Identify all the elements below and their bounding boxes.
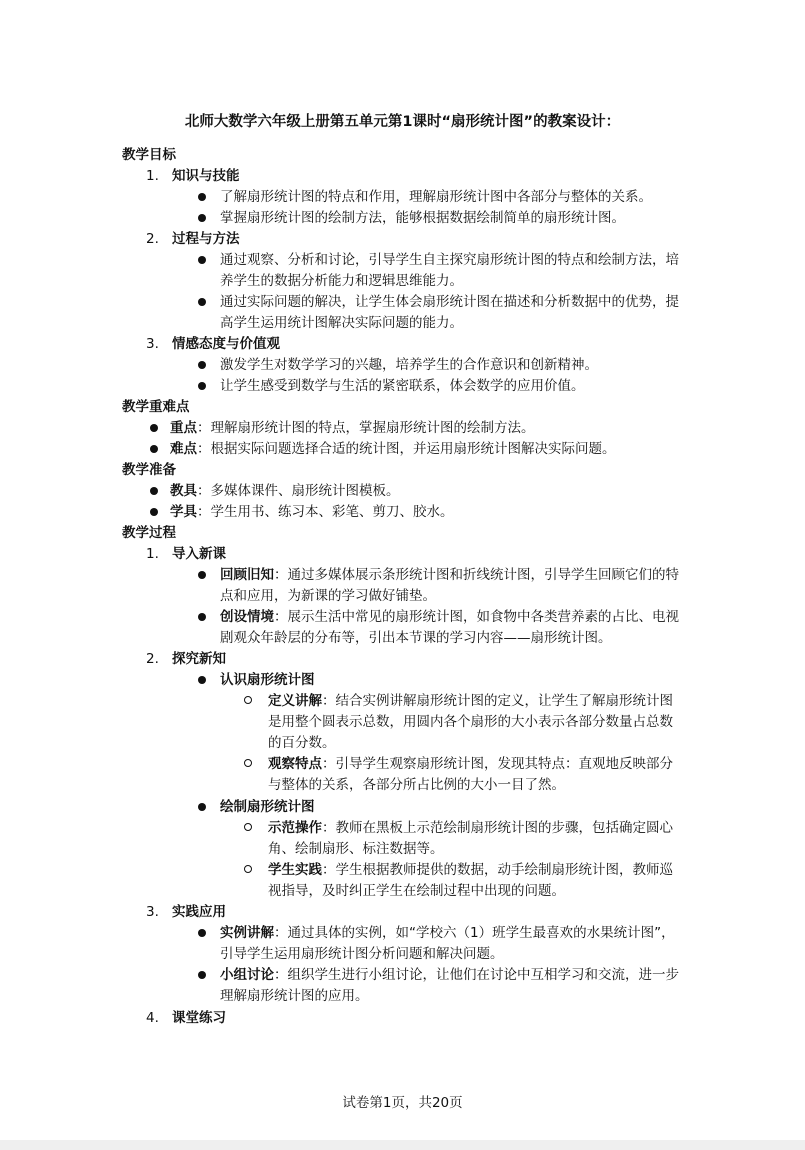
item-text: ：学生用书、练习本、彩笔、剪刀、胶水。 xyxy=(197,504,454,520)
item-text: ：通过具体的实例，如“学校六（1）班学生最喜欢的水果统计图”，引导学生运用扇形统计图分析问题和解决问题。 xyxy=(220,925,675,962)
list-label: 导入新课 xyxy=(172,546,226,562)
item-label: 重点 xyxy=(170,420,197,436)
bullet-circle xyxy=(244,759,252,767)
item-label: 定义讲解 xyxy=(268,693,322,709)
list-item: 通过实际问题的解决，让学生体会扇形统计图在描述和分析数据中的优势，提高学生运用统计图解决实际问题的能力。 xyxy=(220,294,679,331)
bullet-dot xyxy=(150,445,158,453)
list-number: 2. xyxy=(146,231,159,247)
list-item: 通过观察、分析和讨论，引导学生自主探究扇形统计图的特点和绘制方法，培养学生的数据分析能力和逻辑思维能力。 xyxy=(220,252,679,289)
item-label: 回顾旧知 xyxy=(220,567,274,583)
item-label: 小组讨论 xyxy=(220,967,274,983)
list-number: 4. xyxy=(146,1010,159,1026)
bullet-dot xyxy=(198,571,206,579)
item-label: 创设情境 xyxy=(220,609,274,625)
document-title: 北师大数学六年级上册第五单元第1课时“扇形统计图”的教案设计： xyxy=(184,114,621,130)
bullet-dot xyxy=(198,298,206,306)
bullet-dot xyxy=(198,382,206,390)
item-text: ：展示生活中常见的扇形统计图，如食物中各类营养素的占比、电视剧观众年龄层的分布等，引出本节课的学习内容——扇形统计图。 xyxy=(220,609,679,646)
bullet-dot xyxy=(150,487,158,495)
section-heading-key-points: 教学重难点 xyxy=(122,399,190,415)
list-label: 知识与技能 xyxy=(172,168,240,184)
item-text: ：教师在黑板上示范绘制扇形统计图的步骤，包括确定圆心角、绘制扇形、标注数据等。 xyxy=(268,820,673,857)
bullet-dot xyxy=(198,676,206,684)
list-item: 认识扇形统计图 xyxy=(220,672,315,688)
bullet-dot xyxy=(198,361,206,369)
list-number: 2. xyxy=(146,651,159,667)
item-text: ：多媒体课件、扇形统计图模板。 xyxy=(197,483,400,499)
section-heading-objectives: 教学目标 xyxy=(122,147,176,163)
list-label: 情感态度与价值观 xyxy=(172,336,280,352)
list-item xyxy=(268,754,683,796)
list-item xyxy=(268,691,683,754)
list-item: 激发学生对数学学习的兴趣，培养学生的合作意识和创新精神。 xyxy=(220,357,598,373)
bullet-dot xyxy=(150,424,158,432)
bullet-circle xyxy=(244,865,252,873)
list-item xyxy=(170,439,670,460)
item-text: ：组织学生进行小组讨论，让他们在讨论中互相学习和交流，进一步理解扇形统计图的应用。 xyxy=(220,967,679,1004)
bullet-dot xyxy=(198,929,206,937)
list-item xyxy=(268,860,683,902)
list-number: 3. xyxy=(146,336,159,352)
item-text: ：根据实际问题选择合适的统计图，并运用扇形统计图解决实际问题。 xyxy=(197,441,616,457)
list-item xyxy=(220,565,682,607)
item-label: 实例讲解 xyxy=(220,925,274,941)
item-label: 教具 xyxy=(170,483,197,499)
item-label: 学具 xyxy=(170,504,197,520)
bullet-circle xyxy=(244,696,252,704)
item-label: 学生实践 xyxy=(268,862,322,878)
item-label: 示范操作 xyxy=(268,820,322,836)
page-footer: 试卷第1页，共20页 xyxy=(342,1095,463,1111)
list-item: 了解扇形统计图的特点和作用，理解扇形统计图中各部分与整体的关系。 xyxy=(220,189,652,205)
item-text: ：理解扇形统计图的特点，掌握扇形统计图的绘制方法。 xyxy=(197,420,535,436)
list-number: 3. xyxy=(146,904,159,920)
list-item: 绘制扇形统计图 xyxy=(220,799,315,815)
item-text: ：结合实例讲解扇形统计图的定义，让学生了解扇形统计图是用整个圆表示总数，用圆内各个扇形的大小表示各部分数量占总数的百分数。 xyxy=(268,693,673,751)
list-item xyxy=(220,965,682,1007)
list-item xyxy=(220,607,682,649)
list-label: 探究新知 xyxy=(172,651,226,667)
bullet-dot xyxy=(198,256,206,264)
bullet-dot xyxy=(198,803,206,811)
item-text: ：引导学生观察扇形统计图，发现其特点：直观地反映部分与整体的关系，各部分所占比例的大小一目了然。 xyxy=(268,756,673,793)
bullet-dot xyxy=(198,971,206,979)
list-number: 1. xyxy=(146,546,159,562)
list-item: 让学生感受到数学与生活的紧密联系，体会数学的应用价值。 xyxy=(220,378,585,394)
item-label: 难点 xyxy=(170,441,197,457)
list-item xyxy=(170,502,670,523)
item-text: ：学生根据教师提供的数据，动手绘制扇形统计图，教师巡视指导，及时纠正学生在绘制过程中出现的问题。 xyxy=(268,862,673,899)
list-label: 课堂练习 xyxy=(172,1010,226,1026)
bullet-dot xyxy=(150,508,158,516)
list-number: 1. xyxy=(146,168,159,184)
section-heading-preparation: 教学准备 xyxy=(122,462,176,478)
list-item xyxy=(170,481,670,502)
list-label: 过程与方法 xyxy=(172,231,240,247)
bullet-dot xyxy=(198,613,206,621)
bullet-circle xyxy=(244,823,252,831)
list-item xyxy=(170,418,670,439)
list-item: 掌握扇形统计图的绘制方法，能够根据数据绘制简单的扇形统计图。 xyxy=(220,210,625,226)
list-item xyxy=(268,818,683,860)
list-label: 实践应用 xyxy=(172,904,226,920)
item-label: 观察特点 xyxy=(268,756,322,772)
bullet-dot xyxy=(198,214,206,222)
bullet-dot xyxy=(198,193,206,201)
section-heading-process: 教学过程 xyxy=(122,525,176,541)
item-text: ：通过多媒体展示条形统计图和折线统计图，引导学生回顾它们的特点和应用，为新课的学习做好铺垫。 xyxy=(220,567,679,604)
list-item xyxy=(220,923,682,965)
